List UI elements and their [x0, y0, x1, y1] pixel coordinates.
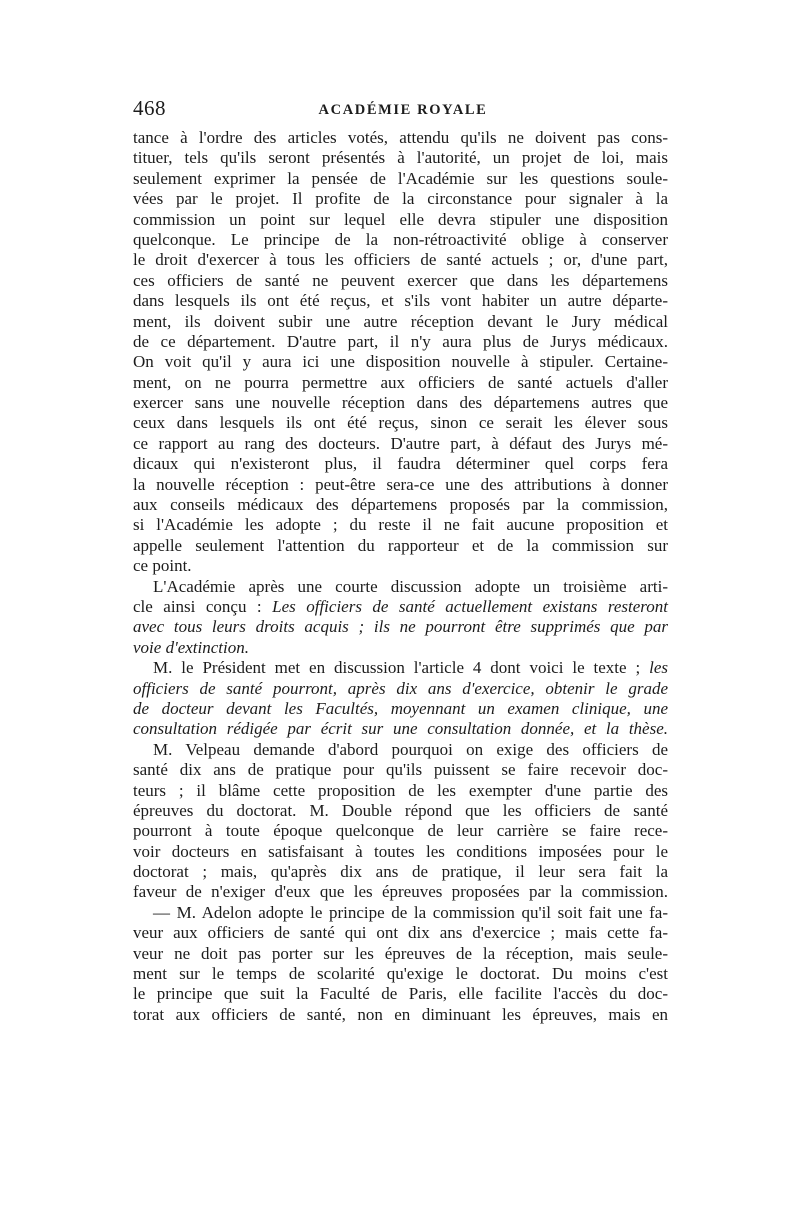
text-line: [133, 1005, 668, 1025]
text-run: le principe que suit la Faculté de Paris, elle facilite l'accès du doc-: [133, 984, 668, 1004]
text-line: [133, 801, 668, 821]
text-line: [133, 454, 668, 474]
text-run: aux conseils médicaux des départemens proposés par la commission,: [133, 495, 668, 515]
text-line: [133, 964, 668, 984]
text-line: [133, 699, 668, 719]
text-run: ce rapport au rang des docteurs. D'autre part, à défaut des Jurys mé-: [133, 433, 668, 453]
text-run: cle ainsi conçu :: [133, 596, 273, 616]
text-line: [133, 719, 668, 739]
text-line: [133, 312, 668, 332]
text-line: [133, 903, 668, 923]
text-line: [133, 169, 668, 189]
text-line: [133, 781, 668, 801]
text-line: [133, 148, 668, 168]
page-number: 468: [133, 96, 166, 120]
text-run: santé dix ans de pratique pour qu'ils puissent se faire recevoir doc-: [133, 760, 668, 780]
text-line: [133, 984, 668, 1004]
text-line: [133, 821, 668, 841]
body-text: [133, 128, 668, 1025]
text-line: [133, 332, 668, 352]
text-line: [133, 515, 668, 535]
text-run: vées par le projet. Il profite de la circonstance pour signaler à la: [133, 189, 668, 209]
text-line: [133, 862, 668, 882]
text-run: dicaux qui n'existeront plus, il faudra déterminer quel corps fera: [133, 454, 668, 474]
text-run: torat aux officiers de santé, non en diminuant les épreuves, mais en: [133, 1004, 668, 1024]
text-line: [133, 189, 668, 209]
text-run: appelle seulement l'attention du rapporteur et de la commission sur: [133, 535, 668, 555]
italic-run: voie d'extinction.: [133, 637, 249, 657]
text-line: [133, 882, 668, 902]
italic-run: avec tous leurs droits acquis ; ils ne pourront être supprimés que par: [133, 617, 668, 637]
text-run: ce point.: [133, 556, 192, 576]
text-line: [133, 577, 668, 597]
text-line: [133, 597, 668, 617]
text-run: M. Velpeau demande d'abord pourquoi on exige des officiers de: [153, 739, 668, 759]
text-run: On voit qu'il y aura ici une disposition nouvelle à stipuler. Certaine-: [133, 352, 668, 372]
text-line: [133, 434, 668, 454]
italic-run: Les officiers de santé actuellement existans resteront: [272, 596, 668, 616]
text-run: de ce département. D'autre part, il n'y aura plus de Jurys médicaux.: [133, 331, 668, 351]
text-run: pourront à toute époque quelconque de leur carrière se faire rece-: [133, 821, 668, 841]
text-run: faveur de n'exiger d'eux que les épreuves proposées par la commission.: [133, 882, 668, 902]
text-run: si l'Académie les adopte ; du reste il ne fait aucune proposition et: [133, 515, 668, 535]
text-line: [133, 128, 668, 148]
text-run: ment sur le temps de scolarité qu'exige le doctorat. Du moins c'est: [133, 964, 668, 984]
text-run: commission un point sur lequel elle devra stipuler une disposition: [133, 209, 668, 229]
text-run: la nouvelle réception : peut-être sera-ce une des attributions à donner: [133, 474, 668, 494]
text-line: [133, 475, 668, 495]
text-run: ment, on ne pourra permettre aux officiers de santé actuels d'aller: [133, 372, 668, 392]
text-line: [133, 760, 668, 780]
text-line: [133, 393, 668, 413]
page-header: [133, 96, 668, 122]
text-run: ment, ils doivent subir une autre réception devant le Jury médical: [133, 311, 668, 331]
text-run: L'Académie après une courte discussion adopte un troisième arti-: [153, 576, 668, 596]
text-line: [133, 923, 668, 943]
italic-run: consultation rédigée par écrit sur une consultation donnée, et la thèse.: [133, 719, 668, 739]
text-line: [133, 536, 668, 556]
text-line: [133, 373, 668, 393]
text-run: doctorat ; mais, qu'après dix ans de pratique, il leur sera fait la: [133, 862, 668, 882]
text-run: M. le Président met en discussion l'article 4 dont voici le texte ;: [153, 658, 650, 678]
text-run: ces officiers de santé ne peuvent exercer que dans les départemens: [133, 270, 668, 290]
text-run: quelconque. Le principe de la non-rétroactivité oblige à conserver: [133, 229, 668, 249]
text-line: [133, 679, 668, 699]
text-line: [133, 638, 668, 658]
text-run: dans lesquels ils ont été reçus, et s'ils vont habiter un autre départe-: [133, 291, 668, 311]
text-run: ceux dans lesquels ils ont été reçus, sinon ce serait les élever sous: [133, 413, 668, 433]
running-head: ACADÉMIE ROYALE: [318, 102, 488, 118]
italic-run: officiers de santé pourront, après dix ans d'exercice, obtenir le grade: [133, 678, 668, 698]
text-run: voir docteurs en satisfaisant à toutes les conditions imposées pour le: [133, 841, 668, 861]
text-line: [133, 413, 668, 433]
text-line: [133, 210, 668, 230]
text-run: le droit d'exercer à tous les officiers de santé actuels ; or, d'une part,: [133, 250, 668, 270]
text-line: [133, 842, 668, 862]
text-line: [133, 658, 668, 678]
text-line: [133, 352, 668, 372]
italic-run: les: [649, 658, 668, 678]
text-run: exercer sans une nouvelle réception dans des départemens autres que: [133, 393, 668, 413]
text-run: seulement exprimer la pensée de l'Académie sur les questions soule-: [133, 168, 668, 188]
text-run: teurs ; il blâme cette proposition de les exempter d'une partie des: [133, 780, 668, 800]
text-line: [133, 271, 668, 291]
text-line: [133, 740, 668, 760]
text-run: tance à l'ordre des articles votés, attendu qu'ils ne doivent pas cons-: [133, 128, 668, 147]
text-line: [133, 617, 668, 637]
text-line: [133, 944, 668, 964]
text-line: [133, 230, 668, 250]
text-line: [133, 250, 668, 270]
text-run: tituer, tels qu'ils seront présentés à l'autorité, un projet de loi, mais: [133, 148, 668, 168]
text-run: épreuves du doctorat. M. Double répond que les officiers de santé: [133, 800, 668, 820]
text-run: veur aux officiers de santé qui ont dix ans d'exercice ; mais cette fa-: [133, 923, 668, 943]
text-line: [133, 291, 668, 311]
text-line: [133, 556, 668, 576]
text-line: [133, 495, 668, 515]
text-run: — M. Adelon adopte le principe de la commission qu'il soit fait une fa-: [153, 902, 668, 922]
text-run: veur ne doit pas porter sur les épreuves de la réception, mais seule-: [133, 943, 668, 963]
italic-run: de docteur devant les Facultés, moyennant un examen clinique, une: [133, 698, 668, 718]
